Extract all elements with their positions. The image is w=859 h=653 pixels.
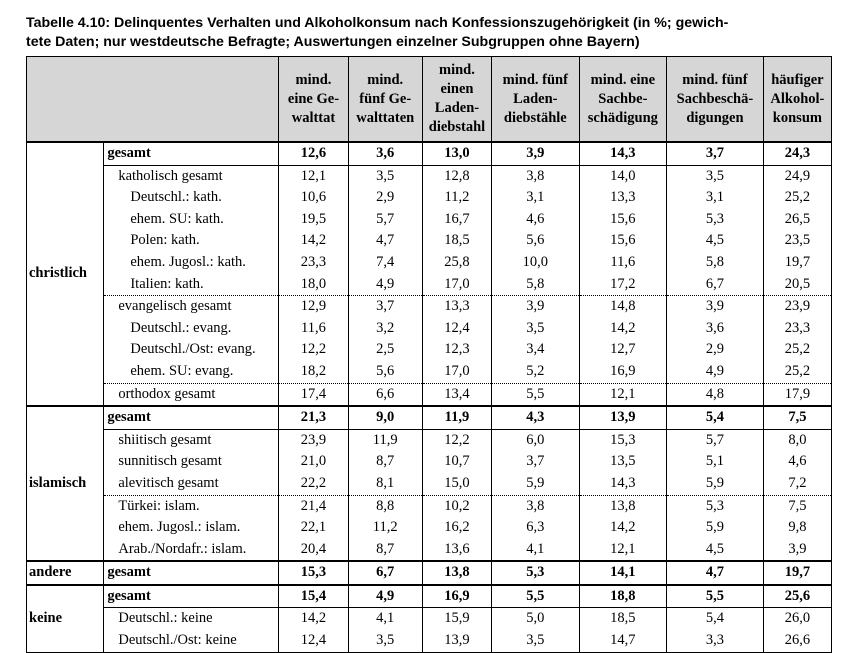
row-label: gesamt: [104, 406, 279, 429]
value-cell: 24,9: [763, 165, 831, 187]
table-row: [27, 561, 832, 585]
value-cell: 14,2: [279, 608, 348, 630]
value-cell: 18,8: [579, 585, 667, 608]
value-cell: 5,6: [492, 230, 580, 252]
value-cell: 14,2: [579, 517, 667, 539]
value-cell: 13,9: [579, 406, 667, 429]
table-row: [27, 274, 832, 296]
value-cell: 12,4: [279, 630, 348, 652]
value-cell: 5,0: [492, 608, 580, 630]
value-cell: 25,8: [422, 252, 491, 274]
column-header: [492, 57, 580, 143]
value-cell: 14,3: [579, 142, 667, 165]
column-header-line: diebstahl: [428, 119, 486, 135]
row-label: Deutschl./Ost: keine: [118, 632, 237, 649]
value-cell: 23,3: [763, 318, 831, 340]
value-cell: 22,2: [279, 473, 348, 495]
column-header-line: schädigung: [587, 109, 658, 126]
value-cell: 4,6: [492, 209, 580, 231]
value-cell: 20,4: [279, 539, 348, 562]
row-label: Polen: kath.: [130, 232, 200, 249]
value-cell: 13,8: [579, 495, 667, 517]
column-header-line: mind. eine: [590, 71, 656, 88]
value-cell: 11,9: [348, 429, 422, 451]
table-row: [27, 539, 832, 562]
column-header: [579, 57, 667, 143]
value-cell: 3,5: [492, 318, 580, 340]
value-cell: 4,7: [348, 230, 422, 252]
table-row: [27, 383, 832, 406]
value-cell: 10,0: [492, 252, 580, 274]
value-cell: 10,2: [422, 495, 491, 517]
value-cell: 5,4: [667, 608, 764, 630]
value-cell: 11,2: [348, 517, 422, 539]
value-cell: 4,5: [667, 230, 764, 252]
row-label: Deutschl.: evang.: [130, 319, 232, 336]
value-cell: 3,9: [492, 142, 580, 165]
row-label: ehem. Jugosl.: islam.: [118, 519, 241, 536]
column-header: [667, 57, 764, 143]
row-label: evangelisch gesamt: [104, 296, 279, 318]
table-row: [27, 209, 832, 231]
table-row: [27, 517, 832, 539]
value-cell: 19,5: [279, 209, 348, 231]
value-cell: 13,9: [422, 630, 491, 652]
column-header-line: Sachbeschä-: [676, 90, 754, 107]
value-cell: 13,5: [579, 451, 667, 473]
value-cell: 5,5: [492, 585, 580, 608]
value-cell: 13,8: [422, 561, 491, 585]
value-cell: 3,7: [667, 142, 764, 165]
value-cell: 15,6: [579, 209, 667, 231]
value-cell: 4,1: [348, 608, 422, 630]
table-row: [27, 406, 832, 429]
value-cell: 23,3: [279, 252, 348, 274]
table-row: [27, 187, 832, 209]
row-label: Deutschl./Ost: evang.: [130, 341, 256, 358]
column-header-line: walttat: [291, 109, 336, 126]
column-header-line: mind.: [295, 71, 332, 88]
value-cell: 10,6: [279, 187, 348, 209]
value-cell: 12,8: [422, 165, 491, 187]
value-cell: 13,3: [422, 296, 491, 318]
value-cell: 11,9: [422, 406, 491, 429]
value-cell: 4,9: [348, 585, 422, 608]
value-cell: 3,6: [348, 142, 422, 165]
row-label: orthodox gesamt: [104, 383, 279, 406]
value-cell: 19,7: [763, 252, 831, 274]
value-cell: 5,8: [667, 252, 764, 274]
value-cell: 26,6: [763, 630, 831, 652]
value-cell: 3,5: [492, 630, 580, 652]
value-cell: 6,3: [492, 517, 580, 539]
value-cell: 25,2: [763, 187, 831, 209]
column-header-line: digungen: [686, 109, 744, 126]
value-cell: 12,7: [579, 339, 667, 361]
column-header-line: fünf Ge-: [359, 90, 412, 107]
value-cell: 12,9: [279, 296, 348, 318]
value-cell: 13,3: [579, 187, 667, 209]
value-cell: 14,1: [579, 561, 667, 585]
value-cell: 12,2: [422, 429, 491, 451]
value-cell: 2,9: [348, 187, 422, 209]
value-cell: 16,7: [422, 209, 491, 231]
value-cell: 5,1: [667, 451, 764, 473]
value-cell: 2,5: [348, 339, 422, 361]
column-header-line: Laden-: [434, 100, 480, 116]
table-row: [27, 252, 832, 274]
value-cell: 24,3: [763, 142, 831, 165]
row-label: ehem. Jugosl.: kath.: [130, 253, 246, 270]
value-cell: 8,1: [348, 473, 422, 495]
value-cell: 3,9: [492, 296, 580, 318]
table-row: [27, 608, 832, 630]
value-cell: 3,2: [348, 318, 422, 340]
value-cell: 3,9: [667, 296, 764, 318]
value-cell: 5,9: [667, 473, 764, 495]
row-label: Italien: kath.: [130, 275, 204, 292]
value-cell: 3,3: [667, 630, 764, 652]
value-cell: 18,5: [579, 608, 667, 630]
value-cell: 21,0: [279, 451, 348, 473]
value-cell: 12,1: [579, 383, 667, 406]
row-label: ehem. SU: evang.: [130, 362, 234, 379]
column-header-line: walttaten: [356, 109, 415, 126]
value-cell: 3,5: [348, 630, 422, 652]
value-cell: 16,9: [579, 361, 667, 383]
row-label: Deutschl.: keine: [104, 608, 279, 630]
row-label: gesamt: [104, 142, 279, 165]
value-cell: 5,3: [492, 561, 580, 585]
value-cell: 7,4: [348, 252, 422, 274]
value-cell: 4,9: [348, 274, 422, 296]
value-cell: 5,6: [348, 361, 422, 383]
value-cell: 8,8: [348, 495, 422, 517]
value-cell: 3,6: [667, 318, 764, 340]
value-cell: 16,9: [422, 585, 491, 608]
value-cell: 5,8: [492, 274, 580, 296]
value-cell: 7,5: [763, 495, 831, 517]
value-cell: 3,5: [348, 165, 422, 187]
value-cell: 12,6: [279, 142, 348, 165]
column-header: [422, 57, 491, 143]
table-row: [27, 495, 832, 517]
value-cell: 3,8: [492, 495, 580, 517]
value-cell: 23,9: [279, 429, 348, 451]
value-cell: 17,2: [579, 274, 667, 296]
table-row: [27, 429, 832, 451]
column-header: [763, 57, 831, 143]
value-cell: 2,9: [667, 339, 764, 361]
value-cell: 5,9: [492, 473, 580, 495]
value-cell: 14,2: [279, 230, 348, 252]
value-cell: 15,6: [579, 230, 667, 252]
value-cell: 4,3: [492, 406, 580, 429]
value-cell: 13,0: [422, 142, 491, 165]
column-header-line: eine Ge-: [287, 90, 340, 107]
value-cell: 12,4: [422, 318, 491, 340]
group-label: keine: [27, 585, 104, 652]
value-cell: 25,2: [763, 339, 831, 361]
column-header: [348, 57, 422, 143]
row-label: sunnitisch gesamt: [118, 453, 222, 470]
value-cell: 18,2: [279, 361, 348, 383]
value-cell: 20,5: [763, 274, 831, 296]
value-cell: 12,1: [279, 165, 348, 187]
value-cell: 19,7: [763, 561, 831, 585]
row-label: Arab./Nordafr.: islam.: [118, 540, 247, 557]
table-row: [27, 318, 832, 340]
value-cell: 9,8: [763, 517, 831, 539]
row-label: Türkei: islam.: [104, 495, 279, 517]
value-cell: 21,3: [279, 406, 348, 429]
column-header-line: Alkohol-: [770, 90, 825, 107]
value-cell: 8,7: [348, 539, 422, 562]
table-row: [27, 630, 832, 652]
column-header-line: konsum: [772, 109, 822, 126]
value-cell: 11,2: [422, 187, 491, 209]
value-cell: 8,7: [348, 451, 422, 473]
row-label: gesamt: [104, 561, 279, 585]
row-label: gesamt: [104, 585, 279, 608]
value-cell: 6,6: [348, 383, 422, 406]
value-cell: 5,9: [667, 517, 764, 539]
value-cell: 4,1: [492, 539, 580, 562]
value-cell: 16,2: [422, 517, 491, 539]
value-cell: 3,1: [492, 187, 580, 209]
value-cell: 3,1: [667, 187, 764, 209]
value-cell: 12,3: [422, 339, 491, 361]
value-cell: 6,7: [348, 561, 422, 585]
value-cell: 23,9: [763, 296, 831, 318]
value-cell: 4,8: [667, 383, 764, 406]
value-cell: 11,6: [279, 318, 348, 340]
column-header-line: häufiger: [771, 71, 824, 88]
row-label: alevitisch gesamt: [118, 474, 219, 491]
value-cell: 3,9: [763, 539, 831, 562]
value-cell: 5,3: [667, 209, 764, 231]
value-cell: 5,7: [667, 429, 764, 451]
value-cell: 23,5: [763, 230, 831, 252]
value-cell: 17,4: [279, 383, 348, 406]
column-header: [279, 57, 348, 143]
value-cell: 3,8: [492, 165, 580, 187]
value-cell: 22,1: [279, 517, 348, 539]
table-row: [27, 339, 832, 361]
value-cell: 15,3: [279, 561, 348, 585]
column-header-line: diebstähle: [503, 109, 567, 126]
table-row: [27, 473, 832, 495]
value-cell: 26,5: [763, 209, 831, 231]
table-body: [27, 142, 832, 652]
value-cell: 9,0: [348, 406, 422, 429]
row-label: katholisch gesamt: [104, 165, 279, 187]
value-cell: 5,5: [492, 383, 580, 406]
value-cell: 11,6: [579, 252, 667, 274]
column-header-line: mind. fünf: [682, 71, 748, 88]
table-row: [27, 585, 832, 608]
value-cell: 25,2: [763, 361, 831, 383]
table-row: [27, 296, 832, 318]
value-cell: 4,7: [667, 561, 764, 585]
value-cell: 4,5: [667, 539, 764, 562]
header-blank-group: [27, 57, 104, 143]
table-row: [27, 165, 832, 187]
value-cell: 15,9: [422, 608, 491, 630]
value-cell: 7,5: [763, 406, 831, 429]
table-row: [27, 142, 832, 165]
column-header-line: einen: [440, 81, 474, 97]
value-cell: 3,7: [492, 451, 580, 473]
data-table: [26, 56, 832, 653]
value-cell: 5,5: [667, 585, 764, 608]
value-cell: 15,3: [579, 429, 667, 451]
table-row: [27, 361, 832, 383]
value-cell: 4,9: [667, 361, 764, 383]
value-cell: 12,1: [579, 539, 667, 562]
value-cell: 5,2: [492, 361, 580, 383]
table-row: [27, 451, 832, 473]
value-cell: 14,7: [579, 630, 667, 652]
value-cell: 3,4: [492, 339, 580, 361]
value-cell: 17,0: [422, 274, 491, 296]
value-cell: 6,0: [492, 429, 580, 451]
column-header-line: mind.: [367, 71, 404, 88]
column-header-line: mind.: [439, 62, 475, 78]
value-cell: 10,7: [422, 451, 491, 473]
value-cell: 14,3: [579, 473, 667, 495]
value-cell: 15,0: [422, 473, 491, 495]
value-cell: 14,0: [579, 165, 667, 187]
value-cell: 4,6: [763, 451, 831, 473]
value-cell: 12,2: [279, 339, 348, 361]
row-label: ehem. SU: kath.: [130, 210, 224, 227]
row-label: Deutschl.: kath.: [130, 189, 222, 206]
caption-line-1: Tabelle 4.10: Delinquentes Verhalten und Alkoholkonsum nach Konfessionszugehörigkeit (in %; gewich-: [26, 15, 729, 31]
value-cell: 21,4: [279, 495, 348, 517]
value-cell: 3,7: [348, 296, 422, 318]
value-cell: 13,4: [422, 383, 491, 406]
value-cell: 7,2: [763, 473, 831, 495]
value-cell: 3,5: [667, 165, 764, 187]
column-header-line: Sachbe-: [598, 90, 648, 107]
value-cell: 18,0: [279, 274, 348, 296]
column-header-line: Laden-: [513, 90, 558, 107]
value-cell: 25,6: [763, 585, 831, 608]
value-cell: 17,0: [422, 361, 491, 383]
value-cell: 14,8: [579, 296, 667, 318]
value-cell: 18,5: [422, 230, 491, 252]
group-label: islamisch: [27, 406, 104, 561]
value-cell: 8,0: [763, 429, 831, 451]
value-cell: 15,4: [279, 585, 348, 608]
caption-line-2: tete Daten; nur westdeutsche Befragte; Auswertungen einzelner Subgruppen ohne Bayern): [26, 34, 640, 50]
value-cell: 5,3: [667, 495, 764, 517]
table-caption: [26, 14, 826, 52]
value-cell: 5,7: [348, 209, 422, 231]
row-label: shiitisch gesamt: [104, 429, 279, 451]
header-row: [27, 57, 832, 143]
value-cell: 17,9: [763, 383, 831, 406]
value-cell: 5,4: [667, 406, 764, 429]
table-row: [27, 230, 832, 252]
column-header-line: mind. fünf: [502, 71, 568, 88]
value-cell: 26,0: [763, 608, 831, 630]
group-label: christlich: [27, 142, 104, 406]
value-cell: 14,2: [579, 318, 667, 340]
header-blank-label: [104, 57, 279, 143]
group-label: andere: [27, 561, 104, 585]
value-cell: 13,6: [422, 539, 491, 562]
value-cell: 6,7: [667, 274, 764, 296]
